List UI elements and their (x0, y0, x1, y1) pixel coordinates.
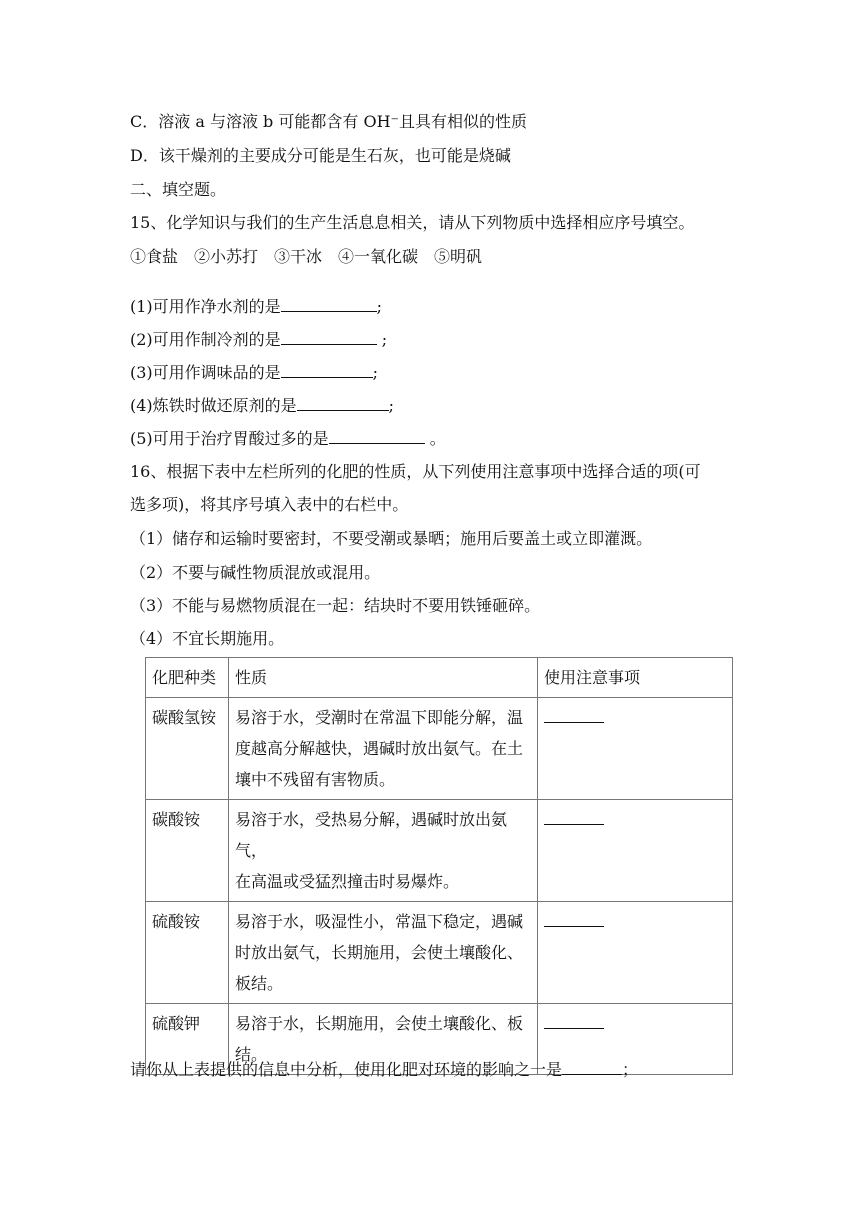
fertilizer-name: 碳酸氢铵 (146, 698, 229, 800)
q15-item-1 (130, 295, 382, 318)
property-line: 壤中不残留有害物质。 (235, 770, 396, 789)
property-line: 易溶于水，受热易分解，遇碱时放出氨气， (235, 810, 508, 860)
table-header-row (146, 658, 733, 698)
notes-cell (538, 800, 733, 902)
property-line: 在高温或受猛烈撞击时易爆炸。 (235, 872, 460, 891)
q15-choices: ①食盐 ②小苏打 ③干冰 ④一氧化碳 ⑤明矾 (130, 247, 483, 266)
q15-item-4 (130, 394, 394, 417)
fertilizer-table (145, 657, 733, 1075)
answer-blank[interactable] (281, 295, 377, 312)
q15-item-5-text: (5)可用于治疗胃酸过多的是 (130, 429, 329, 448)
property-line: 度越高分解越快，遇碱时放出氨气。在土 (235, 739, 524, 758)
q15-item-2-suffix: ; (376, 330, 388, 349)
answer-blank[interactable] (329, 427, 425, 444)
property-line: 易溶于水，吸湿性小，常温下稳定，遇碱 (235, 912, 524, 931)
q15-stem: 15、化学知识与我们的生产生活息息相关，请从下列物质中选择相应序号填空。 (130, 213, 695, 232)
fertilizer-property (229, 698, 538, 800)
q15-item-1-suffix: ; (376, 297, 383, 316)
q15-item-5 (130, 427, 446, 450)
notes-cell (538, 902, 733, 1004)
property-line: 板结。 (235, 974, 284, 993)
option-d: D．该干燥剂的主要成分可能是生石灰，也可能是烧碱 (130, 146, 511, 165)
fertilizer-name: 硫酸钾 (146, 1004, 229, 1075)
answer-blank[interactable] (281, 361, 373, 378)
q16-note-1: （1）储存和运输时要密封，不要受潮或暴晒；施用后要盖土或立即灌溉。 (130, 529, 653, 548)
conclusion-text: 请你从上表提供的信息中分析，使用化肥对环境的影响之一是 (130, 1060, 563, 1079)
table-row (146, 902, 733, 1004)
conclusion-suffix: ； (622, 1060, 639, 1079)
table-row (146, 800, 733, 902)
answer-blank[interactable] (544, 908, 604, 927)
header-notes: 使用注意事项 (538, 658, 733, 698)
section-title: 二、填空题。 (130, 180, 227, 199)
notes-cell (538, 698, 733, 800)
property-line: 结。 (235, 1045, 268, 1064)
fertilizer-name: 碳酸铵 (146, 800, 229, 902)
q15-item-3-suffix: ; (372, 363, 379, 382)
property-line: 易溶于水，长期施用，会使土壤酸化、板 (235, 1014, 524, 1033)
q16-conclusion (130, 1058, 638, 1081)
q15-item-3 (130, 361, 378, 384)
q15-item-2-text: (2)可用作制冷剂的是 (130, 330, 281, 349)
q16-note-3: （3）不能与易燃物质混在一起：结块时不要用铁锤砸碎。 (130, 596, 541, 615)
q15-item-1-text: (1)可用作净水剂的是 (130, 297, 281, 316)
q16-stem-line2: 选多项)，将其序号填入表中的右栏中。 (130, 495, 409, 514)
q15-item-3-text: (3)可用作调味品的是 (130, 363, 281, 382)
fertilizer-property (229, 800, 538, 902)
answer-blank[interactable] (562, 1058, 622, 1075)
option-c: C．溶液 a 与溶液 b 可能都含有 OH⁻且具有相似的性质 (130, 112, 527, 131)
q16-note-2: （2）不要与碱性物质混放或混用。 (130, 563, 381, 582)
table-row (146, 698, 733, 800)
answer-blank[interactable] (297, 394, 389, 411)
q15-item-4-suffix: ; (388, 396, 395, 415)
fertilizer-property (229, 902, 538, 1004)
answer-blank[interactable] (544, 1010, 604, 1029)
property-line: 易溶于水，受潮时在常温下即能分解，温 (235, 708, 524, 727)
q15-item-2 (130, 328, 387, 351)
header-property: 性质 (229, 658, 538, 698)
answer-blank[interactable] (544, 704, 604, 723)
q15-item-5-suffix: 。 (424, 429, 446, 448)
answer-blank[interactable] (544, 806, 604, 825)
q15-item-4-text: (4)炼铁时做还原剂的是 (130, 396, 297, 415)
answer-blank[interactable] (281, 328, 377, 345)
fertilizer-name: 硫酸铵 (146, 902, 229, 1004)
property-line: 时放出氨气，长期施用，会使土壤酸化、 (235, 943, 524, 962)
header-type: 化肥种类 (146, 658, 229, 698)
q16-stem-line1: 16、根据下表中左栏所列的化肥的性质，从下列使用注意事项中选择合适的项(可 (130, 462, 701, 481)
q16-note-4: （4）不宜长期施用。 (130, 629, 285, 648)
